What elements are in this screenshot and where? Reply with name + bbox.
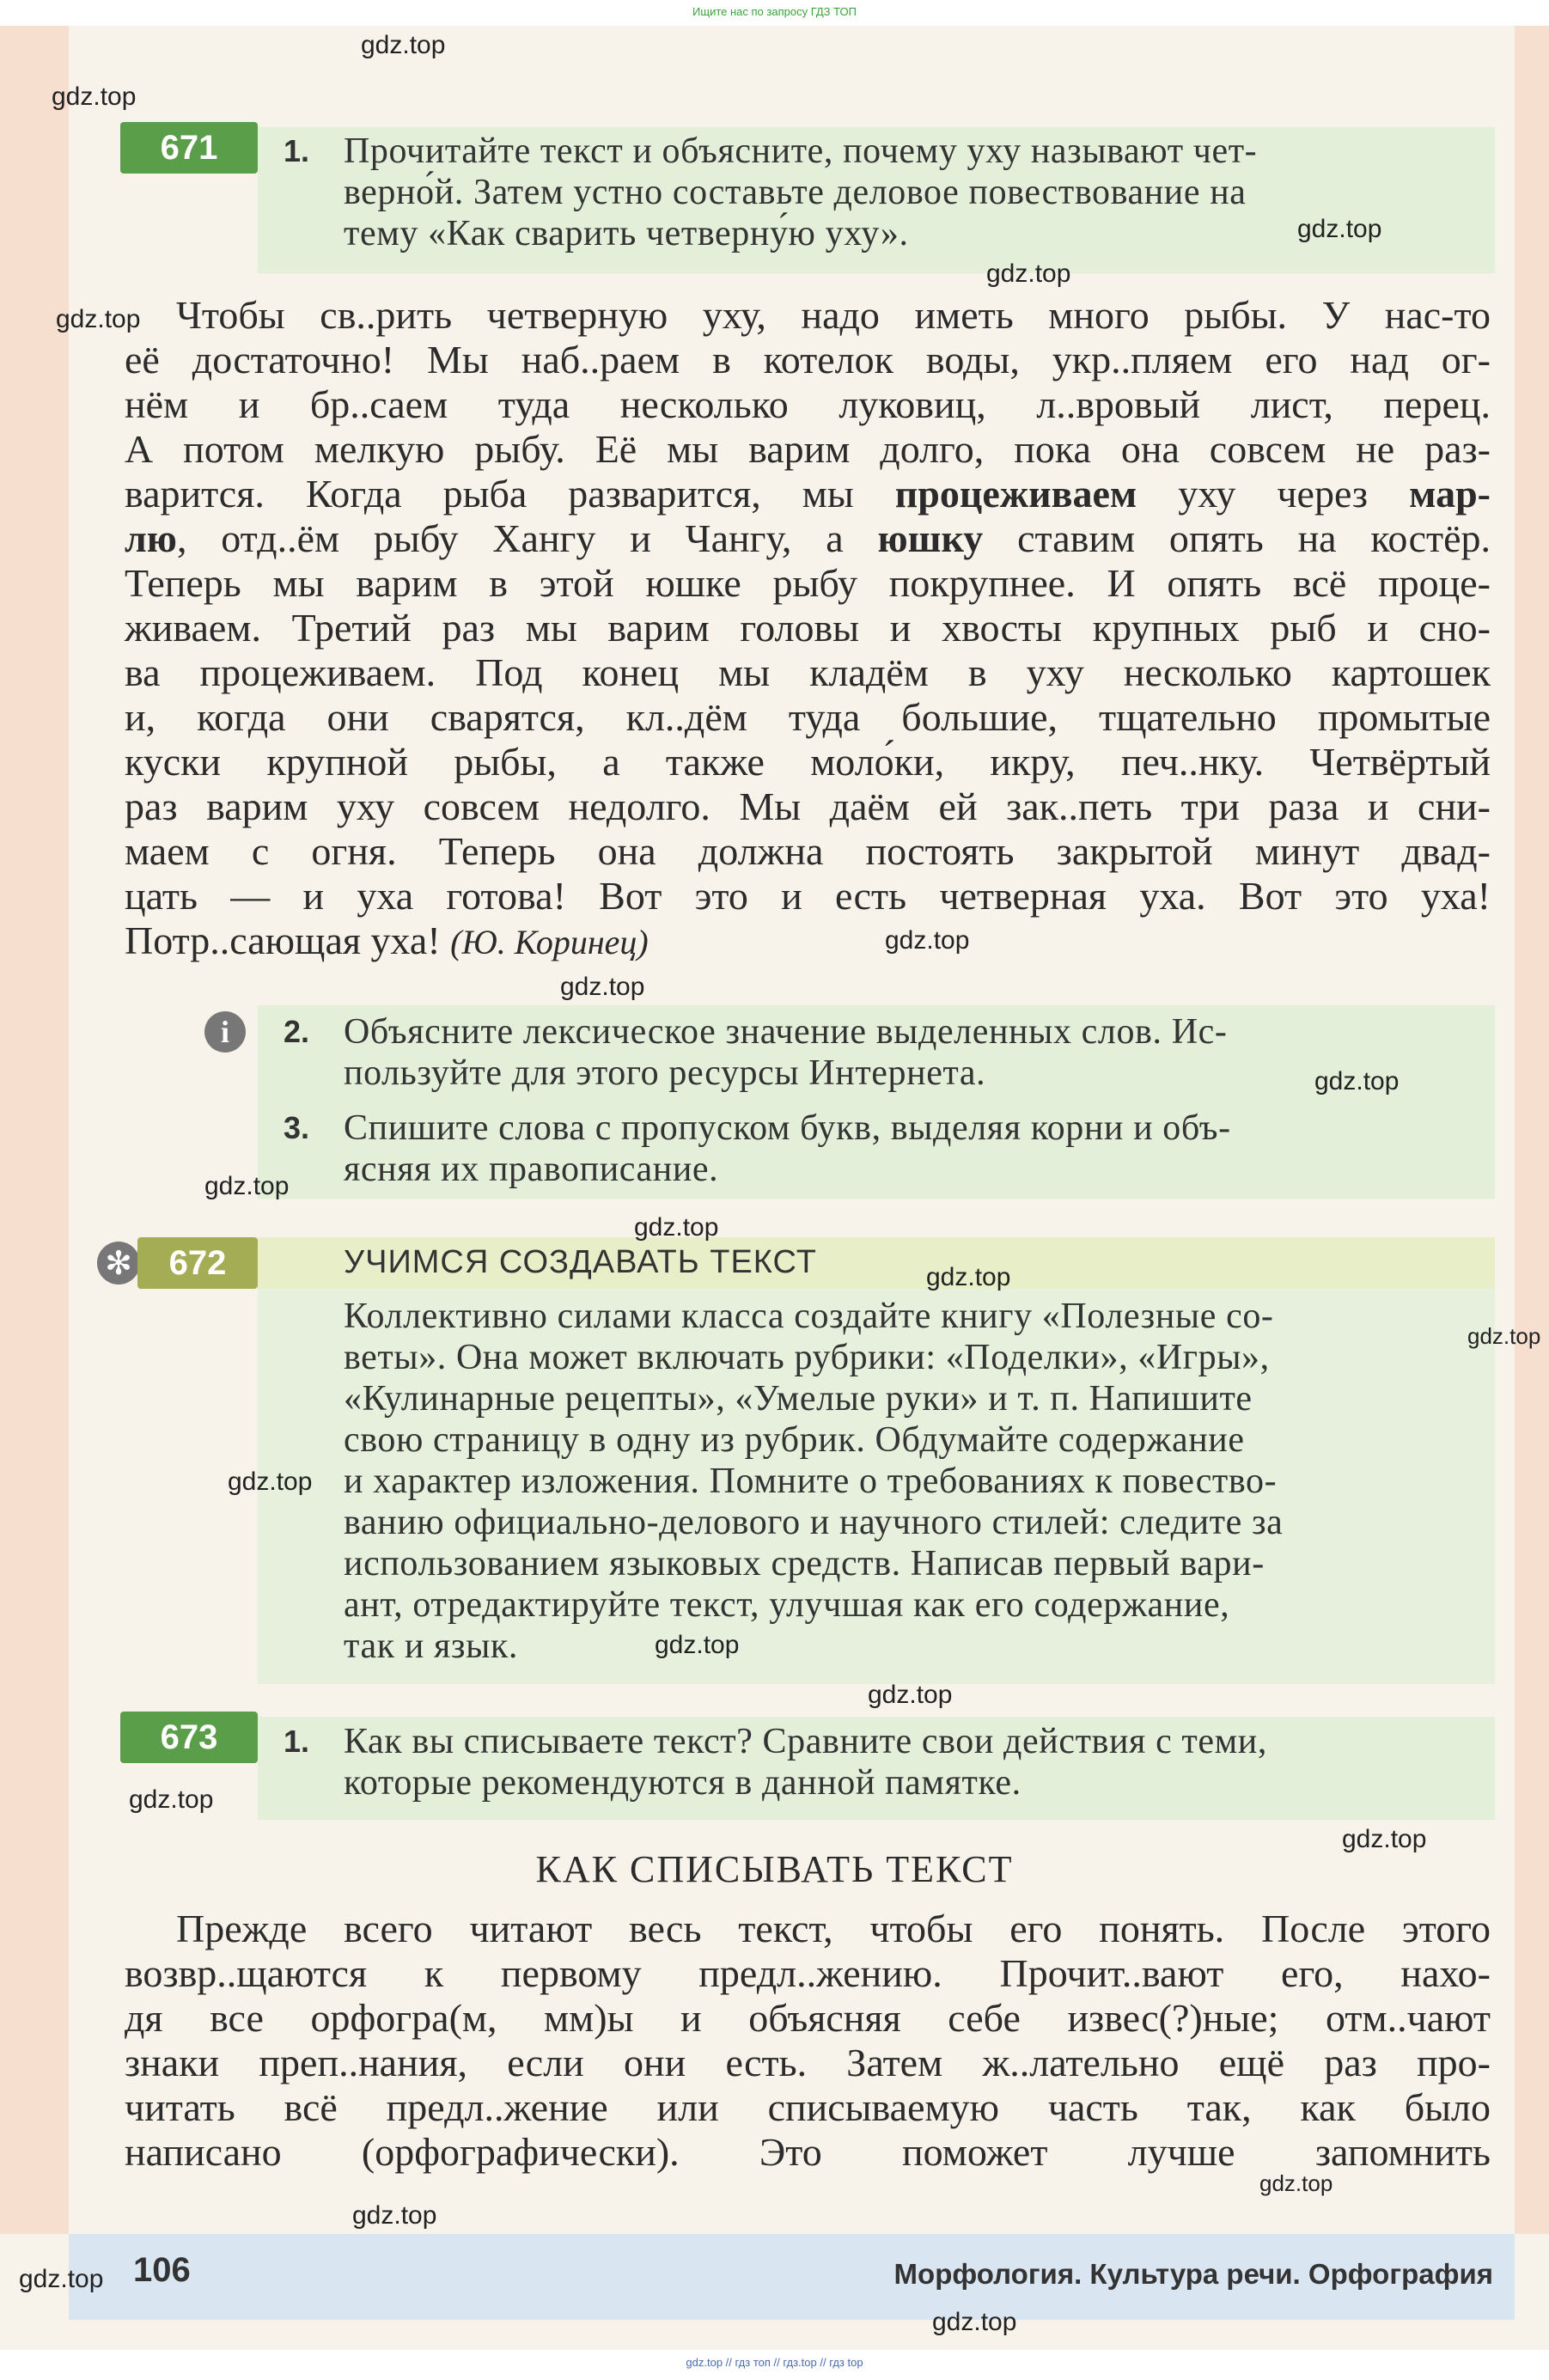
left-margin-strip xyxy=(0,26,69,2234)
task-671-number: 671 xyxy=(120,122,258,174)
story-line: Теперь мы варим в этой юшке рыбу покрупнее. И опять всё проце- xyxy=(125,561,1491,605)
task-671-item1-number: 1. xyxy=(284,133,310,168)
task-text-line: Как вы списываете текст? Сравните свои действия с теми, xyxy=(344,1722,1267,1761)
story-fragment: ставим опять на костёр. xyxy=(1017,516,1491,560)
task-671-item3-text xyxy=(344,1108,1478,1190)
watermark: gdz.top xyxy=(228,1468,313,1496)
page-number: 106 xyxy=(133,2251,191,2289)
task-672-text xyxy=(344,1296,1478,1667)
task-text-line: Коллективно силами класса создайте книгу «Полезные со- xyxy=(344,1297,1274,1336)
top-search-note: Ищите нас по запросу ГДЗ ТОП xyxy=(692,5,857,18)
task-673-item1-number: 1. xyxy=(284,1724,310,1759)
story-line: Чтобы св..рить четверную уху, надо иметь много рыбы. У нас-то xyxy=(176,293,1491,337)
story-line xyxy=(125,471,1491,517)
story-line: живаем. Третий раз мы варим головы и хвосты крупных рыб и сно- xyxy=(125,606,1491,650)
memo-line: возвр..щаются к первому предл..жению. Прочит..вают его, нахо- xyxy=(125,1951,1491,1995)
bottom-watermark-note: gdz.top // гдз топ // гдз.top // гдз top xyxy=(686,2356,863,2369)
story-line: А потом мелкую рыбу. Её мы варим долго, пока она совсем не раз- xyxy=(125,427,1491,471)
footer-caption: Морфология. Культура речи. Орфография xyxy=(893,2258,1493,2290)
story-fragment: Потр..сающая уха! xyxy=(125,918,441,962)
task-text-line: верно́й. Затем устно составьте деловое повествование на xyxy=(344,173,1247,212)
story-line: её достаточно! Мы наб..раем в котелок воды, укр..пляем его над ог- xyxy=(125,338,1491,381)
task-673-number: 673 xyxy=(120,1712,258,1763)
watermark: gdz.top xyxy=(1314,1067,1400,1095)
story-line: нём и бр..саем туда несколько луковиц, л..вровый лист, перец. xyxy=(125,382,1491,426)
memo-line: написано (орфографически). Это поможет лучше запомнить xyxy=(125,2130,1491,2174)
watermark: gdz.top xyxy=(655,1631,740,1659)
story-fragment: , отд..ём рыбу Хангу и Чангу, а xyxy=(176,516,844,560)
watermark: gdz.top xyxy=(204,1172,290,1200)
task-text-line: и характер изложения. Помните о требованиях к повество- xyxy=(344,1462,1278,1501)
task-673-item1-text xyxy=(344,1721,1478,1803)
task-text-line: Прочитайте текст и объясните, почему уху называют чет- xyxy=(344,131,1258,171)
task-text-line: так и язык. xyxy=(344,1626,519,1666)
story-line: ва процеживаем. Под конец мы кладём в уху несколько картошек xyxy=(125,650,1491,694)
bold-word: процеживаем xyxy=(894,472,1137,516)
story-line: куски крупной рыбы, а также моло́ки, икру, печ..нку. Четвёртый xyxy=(125,740,1491,784)
watermark: gdz.top xyxy=(52,82,137,111)
task-text-line: ант, отредактируйте текст, улучшая как его содержание, xyxy=(344,1585,1230,1625)
watermark: gdz.top xyxy=(56,305,141,333)
memo-line: Прежде всего читают весь текст, чтобы его понять. После этого xyxy=(176,1907,1491,1950)
task-671-item2-text xyxy=(344,1011,1478,1094)
watermark: gdz.top xyxy=(560,973,645,1001)
story-line: раз варим уху совсем недолго. Мы даём ей зак..петь три раза и сни- xyxy=(125,784,1491,828)
task-text-line: ясняя их правописание. xyxy=(344,1150,719,1189)
right-margin-strip xyxy=(1515,26,1549,2234)
task-text-line: которые рекомендуются в данной памятке. xyxy=(344,1763,1021,1803)
task-672-number: 672 xyxy=(137,1237,258,1289)
task-text-line: веты». Она может включать рубрики: «Поделки», «Игры», xyxy=(344,1338,1270,1377)
task-text-line: пользуйте для этого ресурсы Интернета. xyxy=(344,1053,986,1093)
task-text-line: тему «Как сварить четверну́ю уху». xyxy=(344,214,909,253)
task-text-line: «Кулинарные рецепты», «Умелые руки» и т. п. Напишите xyxy=(344,1379,1253,1419)
watermark: gdz.top xyxy=(361,31,446,59)
task-text-line: ванию официально-делового и научного стилей: следите за xyxy=(344,1503,1284,1542)
task-text-line: использованием языковых средств. Написав первый вари- xyxy=(344,1544,1265,1584)
bold-word: лю xyxy=(125,516,177,560)
watermark: gdz.top xyxy=(634,1213,719,1242)
task-text-line: Объясните лексическое значение выделенных слов. Ис- xyxy=(344,1012,1228,1052)
story-line xyxy=(125,918,1491,964)
watermark: gdz.top xyxy=(885,926,970,955)
story-fragment: уху через xyxy=(1178,472,1369,516)
watermark: gdz.top xyxy=(1467,1323,1541,1349)
memo-line: дя все орфогра(м, мм)ы и объясняя себе извес(?)ные; отм..чают xyxy=(125,1996,1491,2040)
story-line: и, когда они сварятся, кл..дём туда большие, тщательно промытые xyxy=(125,695,1491,739)
story-author: (Ю. Коринец) xyxy=(450,923,649,961)
watermark: gdz.top xyxy=(1297,215,1382,243)
watermark: gdz.top xyxy=(1342,1825,1427,1853)
story-fragment: варится. Когда рыба разварится, мы xyxy=(125,472,854,516)
story-line: цать — и уха готова! Вот это и есть четверная уха. Вот это уха! xyxy=(125,874,1491,918)
watermark: gdz.top xyxy=(129,1785,214,1814)
story-line: маем с огня. Теперь она должна постоять закрытой минут двад- xyxy=(125,829,1491,873)
bold-word: юшку xyxy=(877,516,984,560)
story-line xyxy=(125,516,1491,562)
task-672-heading: УЧИМСЯ СОЗДАВАТЬ ТЕКСТ xyxy=(344,1244,817,1280)
watermark: gdz.top xyxy=(868,1681,953,1709)
task-671-item2-number: 2. xyxy=(284,1014,310,1049)
watermark: gdz.top xyxy=(19,2265,104,2293)
task-text-line: свою страницу в одну из рубрик. Обдумайте содержание xyxy=(344,1420,1245,1460)
watermark: gdz.top xyxy=(926,1263,1011,1291)
watermark: gdz.top xyxy=(1259,2170,1333,2196)
watermark: gdz.top xyxy=(932,2308,1017,2336)
task-671-item3-number: 3. xyxy=(284,1110,310,1145)
memo-line: читать всё предл..жение или списываемую часть так, как было xyxy=(125,2085,1491,2129)
memo-line: знаки преп..нания, если они есть. Затем ж..лательно ещё раз про- xyxy=(125,2041,1491,2084)
watermark: gdz.top xyxy=(352,2201,437,2230)
bold-word: мар- xyxy=(1409,472,1491,516)
creative-star-icon: ✻ xyxy=(97,1242,140,1285)
info-icon: i xyxy=(204,1011,246,1053)
memo-title: КАК СПИСЫВАТЬ ТЕКСТ xyxy=(535,1848,1014,1890)
watermark: gdz.top xyxy=(986,259,1071,288)
task-text-line: Спишите слова с пропуском букв, выделяя корни и объ- xyxy=(344,1108,1231,1148)
